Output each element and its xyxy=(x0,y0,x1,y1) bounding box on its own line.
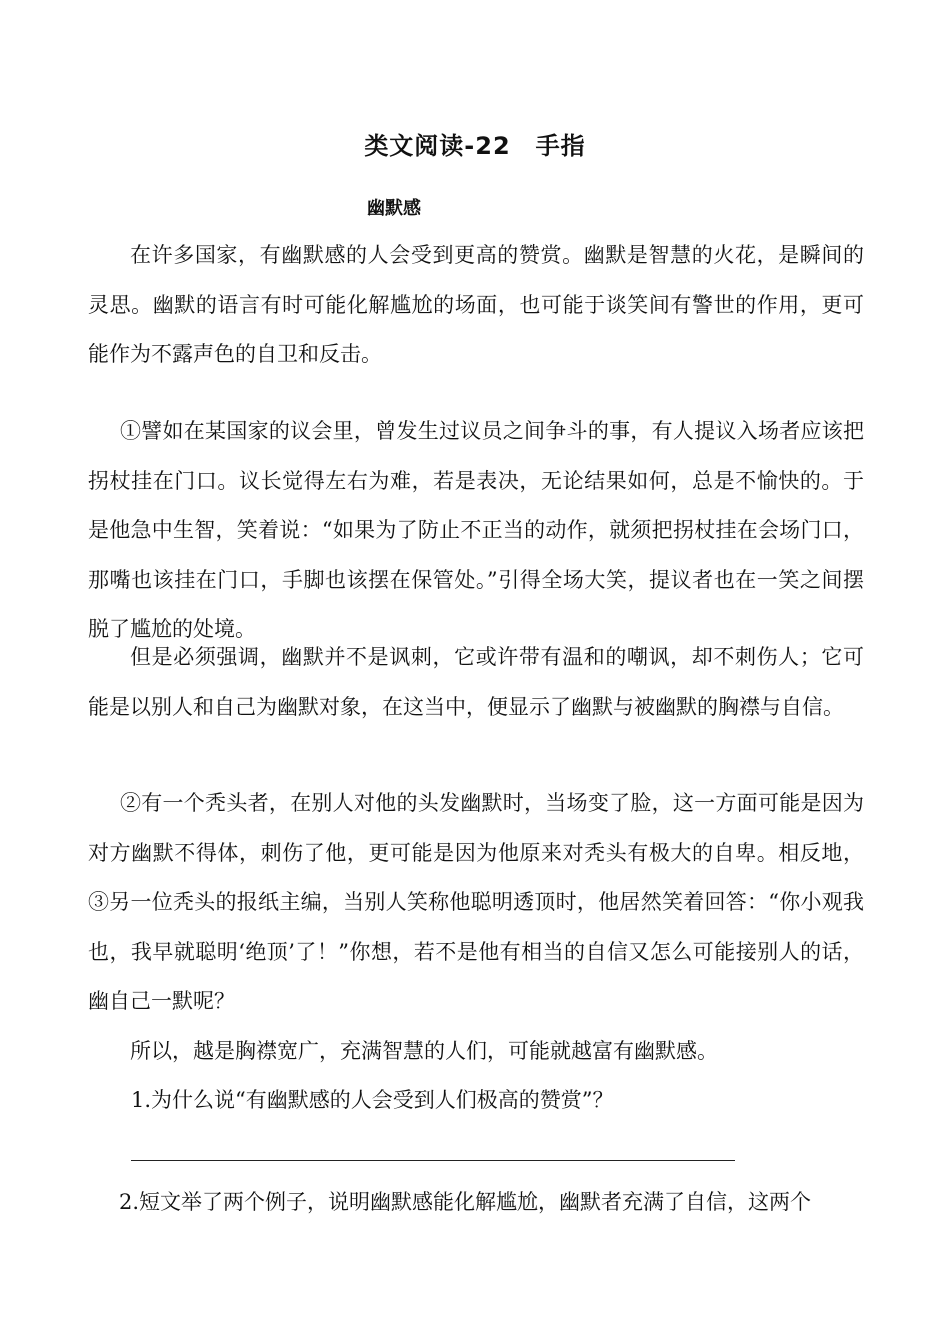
paragraph-2: ①譬如在某国家的议会里，曾发生过议员之间争斗的事，有人提议入场者应该把拐杖挂在门口。议长觉得左右为难，若是表决，无论结果如何，总是不愉快的。于是他急中生智，笑着说：“如果为了防止不正当的动作，就须把拐杖挂在会场门口，那嘴也该挂在门口，手脚也该摆在保管处。”引得全场大笑，提议者也在一笑之间摆脱了尴尬的处境。 xyxy=(88,419,864,641)
paragraph-1: 在许多国家，有幽默感的人会受到更高的赞赏。幽默是智慧的火花，是瞬间的灵思。幽默的语言有时可能化解尴尬的场面，也可能于谈笑间有警世的作用，更可能作为不露声色的自卫和反击。 xyxy=(88,243,864,366)
question-2: 2.短文举了两个例子，说明幽默感能化解尴尬，幽默者充满了自信，这两个 xyxy=(119,1190,812,1214)
question-1: 1.为什么说“有幽默感的人会受到人们极高的赞赏”？ xyxy=(131,1088,614,1112)
document-title: 类文阅读-22 手指 xyxy=(364,132,586,160)
article-title: 幽默感 xyxy=(367,198,421,219)
paragraph-4: ②有一个秃头者，在别人对他的头发幽默时，当场变了脸，这一方面可能是因为对方幽默不得体，刺伤了他，更可能是因为他原来对秃头有极大的自卑。相反地，③另一位秃头的报纸主编，当别人笑称他聪明透顶时，他居然笑着回答：“你小观我也，我早就聪明‘绝顶’了！”你想，若不是他有相当的自信又怎么可能接别人的话，幽自己一默呢？ xyxy=(88,791,864,1013)
answer-line[interactable] xyxy=(131,1160,735,1161)
paragraph-5: 所以，越是胸襟宽广，充满智慧的人们，可能就越富有幽默感。 xyxy=(130,1039,718,1063)
paragraph-3: 但是必须强调，幽默并不是讽刺，它或许带有温和的嘲讽，却不刺伤人；它可能是以别人和自己为幽默对象，在这当中，便显示了幽默与被幽默的胸襟与自信。 xyxy=(88,645,864,719)
